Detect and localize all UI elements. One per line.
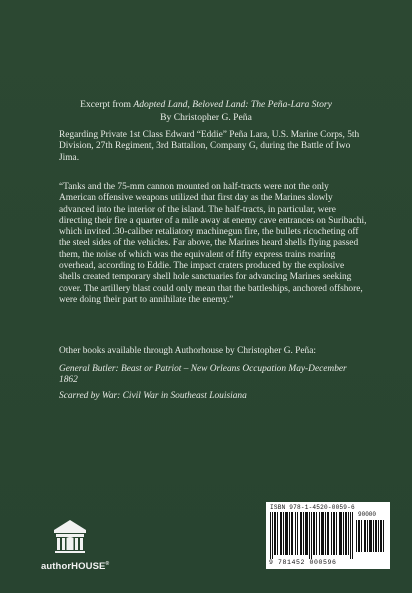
excerpt-prefix: Excerpt from bbox=[80, 99, 134, 110]
quote-paragraph: “Tanks and the 75-mm cannon mounted on half-tracts were not the only American offensive weapons utilized that first day as the Marines slowly advanced into the interior of the island. The half-tracts, in particular, were directing their fire a quarter of a mile away at enemy cave entrances on Suribachi, which invited .30-caliber retaliatory machinegun fire, the bullets ricocheting off the steel sides of the vehicles. Far above, the Marines heard shells flying passed them, the noise of which was the equivalent of fifty express trains roaring overhead, according to Eddie. The impact craters produced by the explosive shells created temporary shell hole sanctuaries for advancing Marines seeking cover. The artillery blast could only mean that the battleships, anchored offshore, were doing their part to annihilate the enemy.” bbox=[59, 182, 367, 305]
price-code: 90000 bbox=[358, 511, 377, 518]
other-book-title: General Butler: Beast or Patriot – New Orleans Occupation May-December 1862 bbox=[59, 364, 347, 386]
isbn-number: ISBN 978-1-4520-0059-6 bbox=[270, 504, 355, 511]
excerpt-book-title: Adopted Land, Beloved Land: The Peña-Lara Story bbox=[133, 99, 332, 110]
other-book-title: Scarred by War: Civil War in Southeast Louisiana bbox=[59, 391, 247, 401]
intro-paragraph: Regarding Private 1st Class Edward “Eddie” Peña Lara, U.S. Marine Corps, 5th Division, 27th Regiment, 3rd Battalion, Company G, during the Battle of Iwo Jima. bbox=[59, 130, 360, 163]
ean-barcode-bars bbox=[270, 512, 354, 559]
isbn-barcode bbox=[266, 502, 390, 569]
ean-digits: 9 781452 000596 bbox=[269, 559, 337, 566]
publisher-logo bbox=[41, 518, 110, 573]
excerpt-title-line bbox=[0, 99, 412, 112]
excerpt-heading bbox=[0, 99, 412, 124]
publisher-wordmark bbox=[41, 561, 110, 573]
registered-mark: ® bbox=[105, 561, 110, 567]
price-barcode-bars bbox=[356, 512, 386, 552]
publisher-name: authorHOUSE bbox=[41, 561, 106, 573]
book-house-icon bbox=[52, 518, 88, 554]
other-books-heading: Other books available through Authorhouse by Christopher G. Peña: bbox=[59, 346, 316, 356]
excerpt-byline: By Christopher G. Peña bbox=[160, 111, 252, 123]
